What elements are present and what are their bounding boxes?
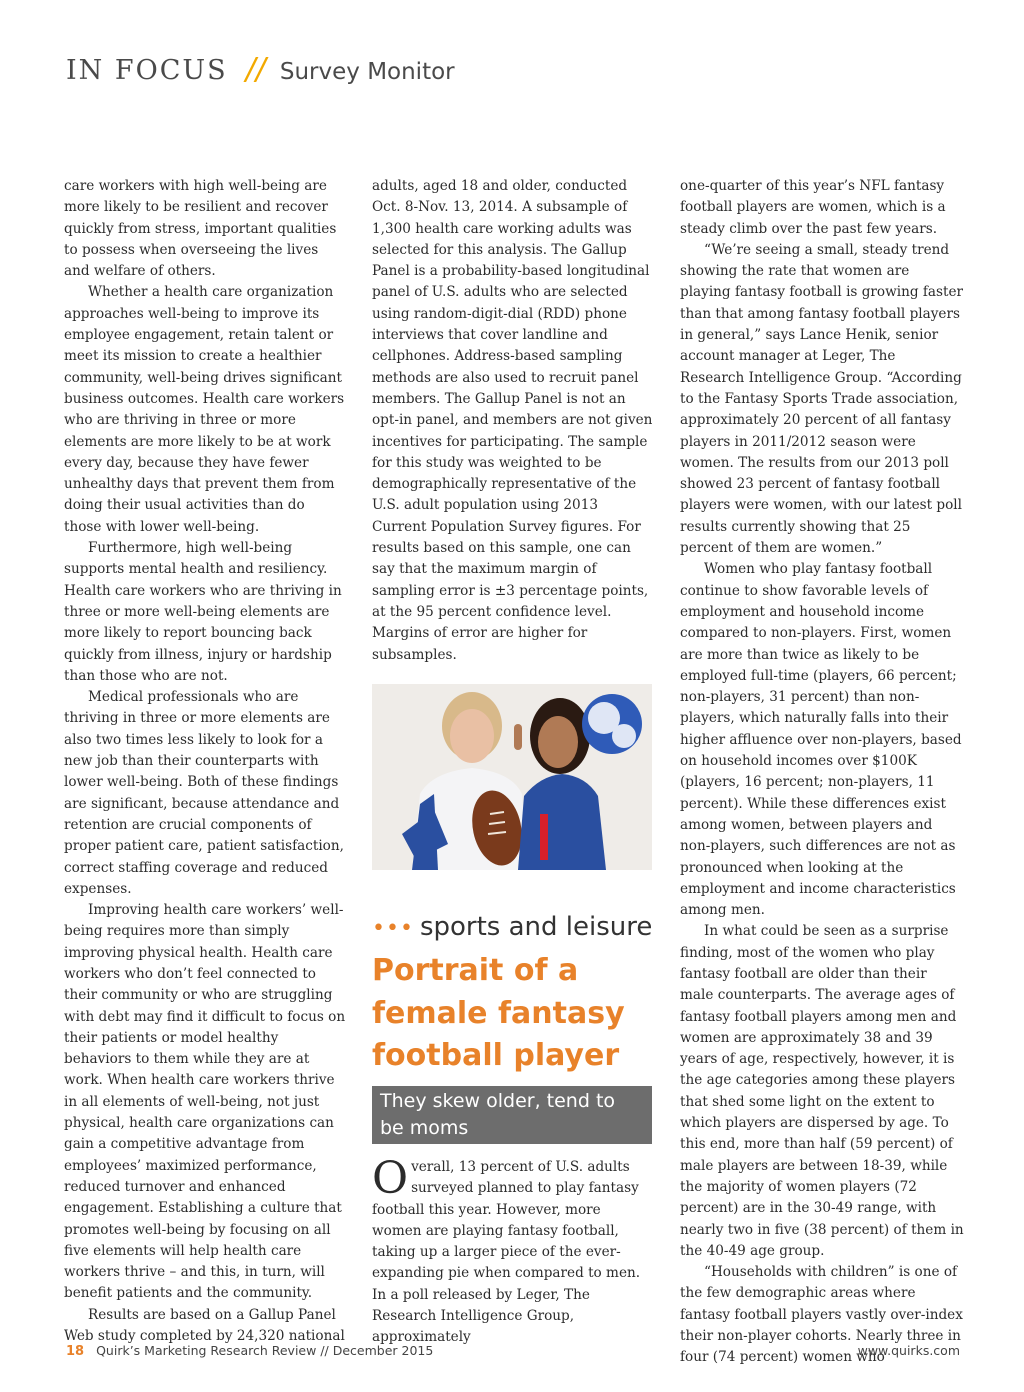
paragraph: Women who play fantasy football continue to show favorable levels of employment and household income compared to non-players. First, women are more than twice as likely to be employed full-time (players, 66 percent; non-players, 31 percent) than non-players, which naturally falls into their higher affluence over non-players, based on household incomes over $100K (players, 16 percent; non-players, 11 percent). While these differences exist among women, between players and non-players, such differences are not as pronounced when looking at the employment and income characteristics among men. (680, 561, 962, 919)
subsection-title: Survey Monitor (279, 59, 455, 85)
kicker-dots: ••• (372, 916, 414, 941)
article-headline: Portrait of a female fantasy football player (372, 953, 625, 1073)
paragraph: Medical professionals who are thriving in three or more elements are also two times less likely to look for a new job than their counterparts with lower well-being. Both of these findings are significant, because attendance and retention are crucial components of proper patient care, patient satisfaction, correct staffing coverage and reduced expenses. (64, 689, 344, 897)
column-1 (64, 176, 346, 1347)
article-kicker (372, 912, 652, 942)
paragraph: Whether a health care organization approaches well-being to improve its employee engagement, retain talent or meet its mission to create a healthier community, well-being drives significant business outcomes. Health care workers who are thriving in three or more elements are more likely to be at work every day, because they have fewer unhealthy days that prevent them from doing their usual activities than do those with lower well-being. (64, 284, 345, 535)
publication-line: Quirk’s Marketing Research Review // December 2015 (96, 1343, 434, 1358)
lead-paragraph (372, 1153, 654, 1349)
paragraph: In what could be seen as a surprise finding, most of the women who play fantasy football are older than their male counterparts. The average ages of fantasy football players among men and women are approximately 38 and 39 years of age, respectively, however, it is the age categories among these players that shed some light on the extent to which players are dispersed by age. To this end, more than half (59 percent) of male players are between 18-39, while the majority of women players (72 percent) are in the 30-49 range, with nearly two in five (38 percent) of them in the 40-49 age group. (680, 923, 964, 1259)
paragraph: “Households with children” is one of the few demographic areas where fantasy football players vastly over-index their non-player cohorts. Nearly three in four (74 percent) women who (680, 1264, 963, 1366)
fans-photo-illustration (372, 684, 652, 870)
kicker-label: sports and leisure (419, 912, 653, 942)
dropcap: O (372, 1153, 409, 1204)
paragraph: “We’re seeing a small, steady trend showing the rate that women are playing fantasy football is growing faster than that among fantasy football players in general,” says Lance Henik, senior account manager at Leger, The Research Intelligence Group. “According to the Fantasy Sports Trade association, approximately 20 percent of all fantasy players in 2011/2012 season were women. The results from our 2013 poll showed 23 percent of fantasy football players were women, with our latest poll results currently showing that 25 percent of them are women.” (680, 241, 963, 557)
website-link[interactable]: www.quirks.com (857, 1343, 960, 1358)
section-title: IN FOCUS (66, 55, 228, 86)
article-photo (372, 684, 652, 870)
paragraph: one-quarter of this year’s NFL fantasy football players are women, which is a steady climb over the past few years. (680, 178, 946, 237)
paragraph: Results are based on a Gallup Panel Web study completed by 24,320 national (64, 1306, 345, 1345)
article-deck: They skew older, tend to be moms (372, 1086, 652, 1144)
header-separator: // (245, 52, 266, 87)
paragraph: adults, aged 18 and older, conducted Oct. 8-Nov. 13, 2014. A subsample of 1,300 health care working adults was selected for this analysis. The Gallup Panel is a probability-based longitudinal panel of U.S. adults who are selected using random-digit-dial (RDD) phone interviews that cover landline and cellphones. Address-based sampling methods are also used to recruit panel members. The Gallup Panel is not an opt-in panel, and members are not given incentives for participating. The sample for this study was weighted to be demographically representative of the U.S. adult population using 2013 Current Population Survey figures. For results based on this sample, one can say that the maximum margin of sampling error is ±3 percentage points, at the 95 percent confidence level. Margins of error are higher for subsamples. (372, 178, 653, 663)
paragraph: care workers with high well-being are more likely to be resilient and recover quickly from stress, important qualities to possess when overseeing the lives and welfare of others. (64, 178, 337, 280)
lead-text: verall, 13 percent of U.S. adults surveyed planned to play fantasy football this year. However, more women are playing fantasy football, taking up a larger piece of the ever-expanding pie when compared to men. In a poll released by Leger, The Research Intelligence Group, approximately (372, 1159, 641, 1346)
article-lead (372, 1153, 654, 1349)
paragraph: Improving health care workers’ well-being requires more than simply improving physical health. Health care workers who don’t feel connected to their community or who are struggling with debt may find it difficult to focus on their patients or model healthy behaviors to them while they are at work. When health care workers thrive in all elements of well-being, not just physical, health care organizations can gain a competitive advantage from employees’ maximized performance, reduced turnover and enhanced engagement. Establishing a culture that promotes well-being by focusing on all five elements will help health care workers thrive – and this, in turn, will benefit patients and the community. (64, 902, 346, 1302)
page-number: 18 (66, 1344, 85, 1359)
column-2 (372, 176, 654, 666)
page-footer (66, 1343, 960, 1363)
column-3 (680, 176, 964, 1369)
paragraph: Furthermore, high well-being supports mental health and resiliency. Health care workers who are thriving in three or more well-being elements are more likely to report bouncing back quickly from illness, injury or hardship than those who are not. (64, 540, 342, 684)
page-header (66, 52, 455, 96)
